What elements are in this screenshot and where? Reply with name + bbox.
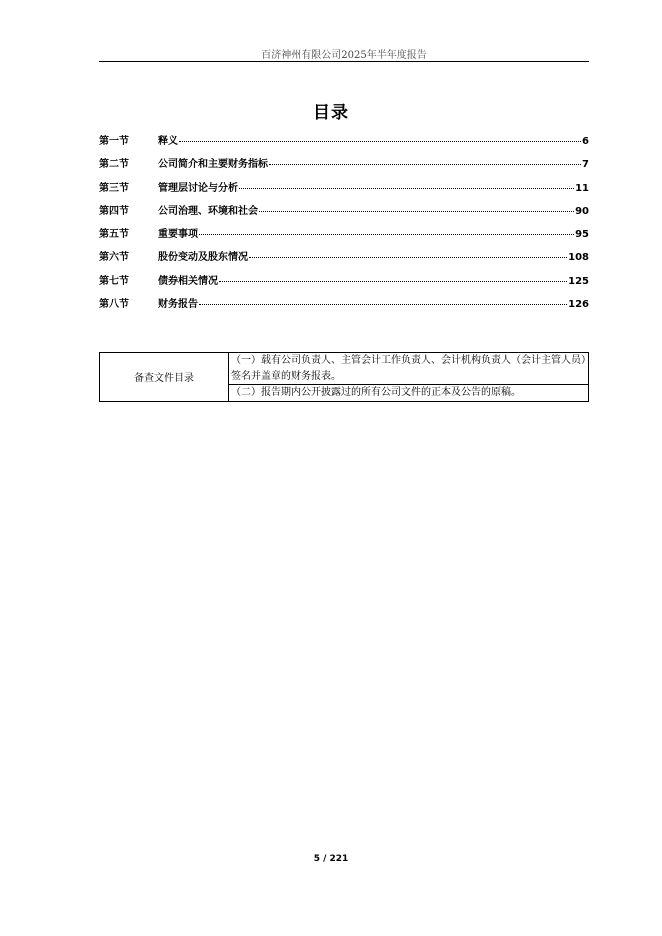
toc-dot-leader: [269, 164, 581, 165]
toc-page-number: 125: [568, 275, 589, 287]
toc-dot-leader: [239, 188, 574, 189]
toc-entry[interactable]: [99, 295, 589, 318]
toc-section-number: 第一节: [99, 136, 129, 147]
toc-entry[interactable]: [99, 132, 589, 155]
toc-section-name: 股份变动及股东情况: [158, 252, 248, 264]
toc-dot-leader: [249, 257, 567, 258]
toc-entry[interactable]: [99, 225, 589, 248]
toc-section-name: 公司简介和主要财务指标: [158, 159, 268, 171]
toc-section-name: 重要事项: [158, 229, 198, 241]
reference-document-item: （二）报告期内公开披露过的所有公司文件的正本及公告的原稿。: [229, 385, 589, 402]
toc-section-name: 财务报告: [158, 299, 198, 311]
header-rule: [99, 61, 589, 62]
toc-page-number: 11: [575, 182, 589, 194]
toc-entry[interactable]: [99, 202, 589, 225]
toc-dot-leader: [219, 281, 567, 282]
reference-documents-label: 备查文件目录: [100, 353, 229, 402]
toc-dot-leader: [199, 234, 574, 235]
running-header: 百济神州有限公司2025年半年度报告: [261, 50, 427, 61]
toc-title: 目录: [313, 103, 349, 123]
table-of-contents: [99, 132, 589, 318]
toc-dot-leader: [259, 211, 574, 212]
toc-section-number: 第四节: [99, 205, 129, 217]
toc-page-number: 126: [568, 299, 589, 311]
toc-section-number: 第三节: [99, 182, 129, 194]
toc-page-number: 95: [575, 229, 589, 241]
toc-section-number: 第六节: [99, 252, 129, 264]
toc-entry[interactable]: [99, 155, 589, 178]
page-number: 5 / 221: [313, 854, 349, 864]
toc-entry[interactable]: [99, 248, 589, 271]
toc-section-name: 管理层讨论与分析: [158, 182, 238, 194]
toc-entry[interactable]: [99, 179, 589, 202]
toc-page-number: 7: [582, 159, 589, 171]
reference-document-item: （一）载有公司负责人、主管会计工作负责人、会计机构负责人（会计主管人员）签名并盖章的财务报表。: [229, 353, 589, 385]
toc-section-number: 第五节: [99, 229, 129, 241]
toc-section-number: 第二节: [99, 159, 129, 171]
toc-page-number: 108: [568, 252, 589, 264]
toc-page-number: 90: [575, 205, 589, 217]
toc-dot-leader: [199, 304, 567, 305]
toc-section-name: 公司治理、环境和社会: [158, 205, 258, 217]
toc-section-number: 第八节: [99, 299, 129, 311]
toc-entry[interactable]: [99, 272, 589, 295]
toc-section-name: 债券相关情况: [158, 275, 218, 287]
toc-page-number: 6: [582, 136, 589, 147]
toc-dot-leader: [179, 141, 581, 142]
toc-section-name: 释义: [158, 136, 178, 147]
toc-section-number: 第七节: [99, 275, 129, 287]
reference-documents-table: [99, 352, 589, 402]
